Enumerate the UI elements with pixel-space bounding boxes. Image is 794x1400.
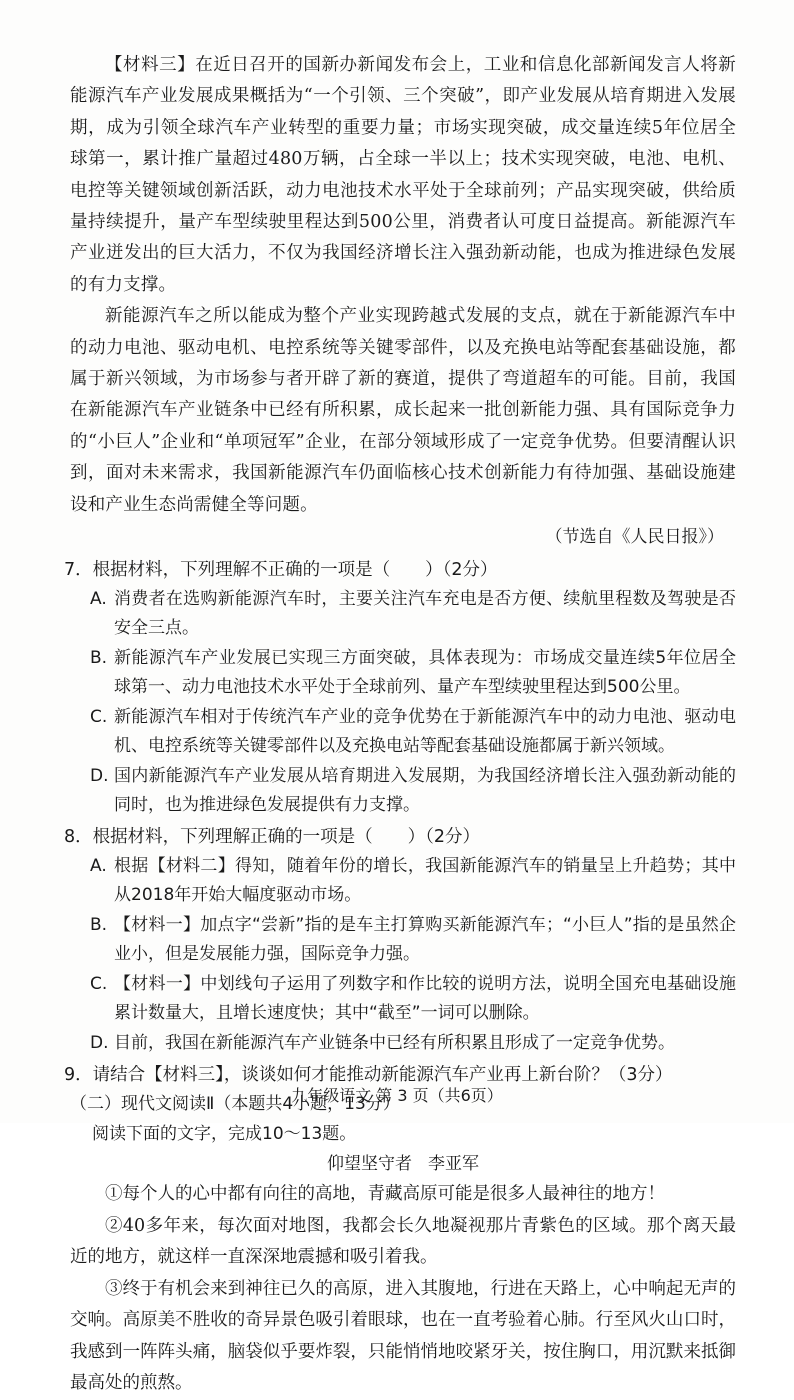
question-8-option-b xyxy=(90,911,736,969)
option-text: 新能源汽车相对于传统汽车产业的竞争优势在于新能源汽车中的动力电池、驱动电机、电控系统等关键零部件以及充换电站等配套基础设施都属于新兴领域。 xyxy=(114,707,736,757)
material3-source: （节选自《人民日报》） xyxy=(545,527,724,548)
question-8-option-a xyxy=(90,852,736,910)
option-key: C. xyxy=(90,707,108,728)
option-key: A. xyxy=(90,856,107,877)
option-key: B. xyxy=(90,915,108,936)
question-7 xyxy=(64,555,736,820)
question-8-stem: 8．根据材料，下列理解正确的一项是（ ）（2分） xyxy=(64,827,481,848)
section-heading: （二）现代文阅读Ⅱ（本题共4小题，13分） xyxy=(70,1094,400,1115)
essay-author: 李亚军 xyxy=(428,1154,479,1175)
option-key: C. xyxy=(90,974,108,995)
essay-paragraph-3: ③终于有机会来到神往已久的高原，进入其腹地，行进在天路上，心中响起无声的交响。高原美不胜收的奇异景色吸引着眼球，也在一直考验着心肺。行至风火山口时，我感到一阵阵头痛，脑袋似乎要炸裂，只能悄悄地咬紧牙关，按住胸口，用沉默来抵御最高处的煎熬。 xyxy=(70,1278,736,1394)
page-footer: 九年级语文 第 3 页（共6页） xyxy=(291,1086,503,1105)
option-text: 新能源汽车产业发展已实现三方面突破，具体表现为：市场成交量连续5年位居全球第一、动力电池技术水平处于全球前列、量产车型续驶里程达到500公里。 xyxy=(114,648,736,698)
question-8-option-c xyxy=(90,970,736,1028)
question-7-option-a xyxy=(90,585,736,643)
question-8-option-d xyxy=(90,1029,736,1058)
option-text: 目前，我国在新能源汽车产业链条中已经有所积累且形成了一定竞争优势。 xyxy=(114,1033,675,1054)
essay-title: 仰望坚守者 xyxy=(327,1154,412,1175)
option-key: A. xyxy=(90,589,107,610)
question-8 xyxy=(64,822,736,1058)
option-key: B. xyxy=(90,648,108,669)
option-text: 消费者在选购新能源汽车时，主要关注汽车充电是否方便、续航里程数及驾驶是否安全三点。 xyxy=(114,589,736,639)
essay-paragraph-2: ②40多年来，每次面对地图，我都会长久地凝视那片青紫色的区域。那个离天最近的地方，就这样一直深深地震撼和吸引着我。 xyxy=(70,1215,736,1268)
option-text: 国内新能源汽车产业发展从培育期进入发展期，为我国经济增长注入强劲新动能的同时，也为推进绿色发展提供有力支撑。 xyxy=(114,766,736,816)
question-7-option-d xyxy=(90,762,736,820)
essay-title-line xyxy=(70,1149,736,1179)
question-9-stem: 9．请结合【材料三】，谈谈如何才能推动新能源汽车产业再上新台阶？（3分） xyxy=(64,1065,673,1086)
option-key: D. xyxy=(90,1033,109,1054)
section-instruction: 阅读下面的文字，完成10～13题。 xyxy=(92,1124,357,1145)
material3-paragraph-1: 【材料三】在近日召开的国新办新闻发布会上，工业和信息化部新闻发言人将新能源汽车产业发展成果概括为“一个引领、三个突破”，即产业发展从培育期进入发展期，成为引领全球汽车产业转型的重要力量；市场实现突破，成交量连续5年位居全球第一，累计推广量超过480万辆，占全球一半以上；技术实现突破，电池、电机、电控等关键领域创新活跃，动力电池技术水平处于全球前列；产品实现突破，供给质量持续提升，量产车型续驶里程达到500公里，消费者认可度日益提高。新能源汽车产业迸发出的巨大活力，不仅为我国经济增长注入强劲新动能，也成为推进绿色发展的有力支撑。 xyxy=(70,55,736,295)
option-text: 根据【材料二】得知，随着年份的增长，我国新能源汽车的销量呈上升趋势；其中从2018年开始大幅度驱动市场。 xyxy=(114,856,736,906)
option-text: 【材料一】加点字“尝新”指的是车主打算购买新能源汽车；“小巨人”指的是虽然企业小，但是发展能力强，国际竞争力强。 xyxy=(114,915,736,965)
option-text: 【材料一】中划线句子运用了列数字和作比较的说明方法，说明全国充电基础设施累计数量大，且增长速度快；其中“截至”一词可以删除。 xyxy=(114,974,736,1024)
material3-paragraph-2: 新能源汽车之所以能成为整个产业实现跨越式发展的支点，就在于新能源汽车中的动力电池、驱动电机、电控系统等关键零部件，以及充换电站等配套基础设施，都属于新兴领域，为市场参与者开辟了新的赛道，提供了弯道超车的可能。目前，我国在新能源汽车产业链条中已经有所积累，成长起来一批创新能力强、具有国际竞争力的“小巨人”企业和“单项冠军”企业，在部分领域形成了一定竞争优势。但要清醒认识到，面对未来需求，我国新能源汽车仍面临核心技术创新能力有待加强、基础设施建设和产业生态尚需健全等问题。 xyxy=(70,306,736,515)
question-7-option-c xyxy=(90,703,736,761)
essay-paragraph-1: ①每个人的心中都有向往的高地，青藏高原可能是很多人最神往的地方！ xyxy=(105,1184,665,1205)
option-key: D. xyxy=(90,766,109,787)
question-7-option-b xyxy=(90,644,736,702)
question-7-stem: 7．根据材料，下列理解不正确的一项是（ ）（2分） xyxy=(64,560,498,581)
